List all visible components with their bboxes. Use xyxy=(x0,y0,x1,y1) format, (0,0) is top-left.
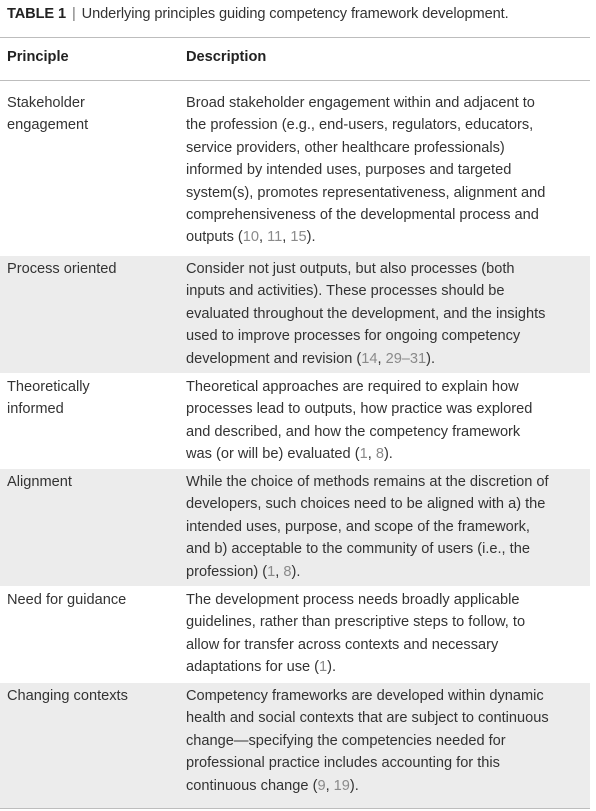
caption-separator: | xyxy=(72,6,76,22)
description-text: inputs and activities). These processes should be xyxy=(186,283,505,300)
description-line xyxy=(186,114,588,136)
description-line xyxy=(186,348,588,370)
description-cell xyxy=(186,471,588,583)
header-rule xyxy=(0,80,590,81)
description-line xyxy=(186,204,588,226)
citation-link[interactable]: 19 xyxy=(333,777,350,794)
description-text: allow for transfer across contexts and necessary xyxy=(186,636,499,653)
description-text: ). xyxy=(327,659,337,676)
citation-link[interactable]: 14 xyxy=(361,350,378,367)
description-text: the profession (e.g., end-users, regulators, educators, xyxy=(186,117,534,134)
description-text: outputs ( xyxy=(186,229,243,246)
description-line xyxy=(186,707,588,729)
principle-line: engagement xyxy=(7,117,89,134)
description-text: system(s), promotes representativeness, alignment and xyxy=(186,184,546,201)
principle-line: Stakeholder xyxy=(7,95,85,111)
table-caption xyxy=(7,6,509,22)
table-label: TABLE 1 xyxy=(7,6,67,22)
description-text: comprehensiveness of the developmental process and xyxy=(186,207,539,224)
description-text: and described, and how the competency framework xyxy=(186,423,521,440)
description-text: adaptations for use ( xyxy=(186,659,320,676)
description-line xyxy=(186,226,588,248)
principle-line: Alignment xyxy=(7,474,72,490)
description-line xyxy=(186,182,588,204)
description-text: ). xyxy=(349,777,359,794)
description-line xyxy=(186,516,588,538)
description-text: developers, such choices need to be aligned with a) the xyxy=(186,496,546,513)
description-text: While the choice of methods remains at the discretion of xyxy=(186,474,549,490)
principle-cell xyxy=(7,685,172,707)
description-text: professional practice includes accounting for this xyxy=(186,755,500,772)
description-line xyxy=(186,685,588,707)
principle-cell xyxy=(7,258,172,280)
citation-link[interactable]: 11 xyxy=(267,229,283,246)
description-line xyxy=(186,538,588,560)
description-text: Broad stakeholder engagement within and adjacent to xyxy=(186,95,535,111)
top-rule xyxy=(0,37,590,38)
citation-link[interactable]: 29–31 xyxy=(385,350,427,367)
header-description: Description xyxy=(186,49,267,65)
description-text: used to improve processes for ongoing competency xyxy=(186,328,521,345)
description-text: service providers, other healthcare professionals) xyxy=(186,139,505,156)
principle-line: informed xyxy=(7,401,64,418)
principle-line: Process oriented xyxy=(7,261,117,277)
principle-line: Changing contexts xyxy=(7,688,128,704)
description-text: evaluated throughout the development, and the insights xyxy=(186,305,546,322)
description-line xyxy=(186,589,588,611)
description-text: guidelines, rather than prescriptive steps to follow, to xyxy=(186,614,526,631)
description-line xyxy=(186,752,588,774)
principle-line: Need for guidance xyxy=(7,592,127,608)
description-text: , xyxy=(367,446,376,463)
principle-cell xyxy=(7,376,172,421)
description-text: The development process needs broadly applicable xyxy=(186,592,520,608)
description-text: health and social contexts that are subject to continuous xyxy=(186,710,549,727)
description-text: , xyxy=(259,229,268,246)
description-text: ). xyxy=(426,350,436,367)
description-line xyxy=(186,258,588,280)
description-text: and b) acceptable to the community of users (i.e., the xyxy=(186,541,530,558)
table-row xyxy=(0,256,590,373)
description-line xyxy=(186,325,588,347)
citation-link[interactable]: 1 xyxy=(319,659,328,676)
description-cell xyxy=(186,685,588,797)
description-cell xyxy=(186,92,588,249)
header-principle: Principle xyxy=(7,49,69,65)
description-line xyxy=(186,611,588,633)
description-line xyxy=(186,775,588,797)
citation-link[interactable]: 15 xyxy=(290,229,307,246)
description-text: , xyxy=(325,777,334,794)
description-line xyxy=(186,303,588,325)
description-line xyxy=(186,421,588,443)
citation-link[interactable]: 1 xyxy=(359,446,368,463)
table-row xyxy=(0,469,590,586)
description-line xyxy=(186,561,588,583)
citation-link[interactable]: 1 xyxy=(267,563,276,580)
citation-link[interactable]: 8 xyxy=(375,446,384,463)
description-text: profession) ( xyxy=(186,563,268,580)
description-line xyxy=(186,634,588,656)
principle-cell xyxy=(7,471,172,493)
description-text: development and revision ( xyxy=(186,350,362,367)
description-line xyxy=(186,398,588,420)
description-line xyxy=(186,730,588,752)
description-line xyxy=(186,92,588,114)
description-line xyxy=(186,376,588,398)
table-row xyxy=(0,587,590,682)
citation-link[interactable]: 8 xyxy=(283,563,292,580)
description-text: continuous change ( xyxy=(186,777,318,794)
table-row xyxy=(0,683,590,808)
description-text: , xyxy=(282,229,291,246)
description-line xyxy=(186,493,588,515)
description-text: Competency frameworks are developed within dynamic xyxy=(186,688,544,704)
principle-line: Theoretically xyxy=(7,379,90,395)
description-text: ). xyxy=(383,446,393,463)
description-cell xyxy=(186,258,588,370)
citation-link[interactable]: 10 xyxy=(242,229,260,246)
description-line xyxy=(186,280,588,302)
description-text: was (or will be) evaluated ( xyxy=(186,446,360,463)
description-line xyxy=(186,471,588,493)
description-line xyxy=(186,137,588,159)
description-text: processes lead to outputs, how practice was explored xyxy=(186,401,533,418)
description-line xyxy=(186,159,588,181)
description-text: Theoretical approaches are required to explain how xyxy=(186,379,519,395)
description-text: intended uses, purpose, and scope of the framework, xyxy=(186,518,530,535)
principle-cell xyxy=(7,589,172,611)
description-cell xyxy=(186,376,588,466)
description-line xyxy=(186,443,588,465)
table-row xyxy=(0,374,590,468)
description-text: informed by intended uses, purposes and targeted xyxy=(186,162,512,179)
citation-link[interactable]: 9 xyxy=(317,777,326,794)
principle-cell xyxy=(7,92,172,137)
bottom-rule xyxy=(0,808,590,809)
description-text: ). xyxy=(291,563,301,580)
description-cell xyxy=(186,589,588,679)
table-row xyxy=(0,90,590,255)
description-text: , xyxy=(275,563,284,580)
description-text: , xyxy=(377,350,386,367)
description-text: change—specifying the competencies needed for xyxy=(186,732,506,749)
description-line xyxy=(186,656,588,678)
description-text: Consider not just outputs, but also processes (both xyxy=(186,261,515,277)
description-text: ). xyxy=(306,229,316,246)
caption-text: Underlying principles guiding competency framework development. xyxy=(81,6,509,22)
